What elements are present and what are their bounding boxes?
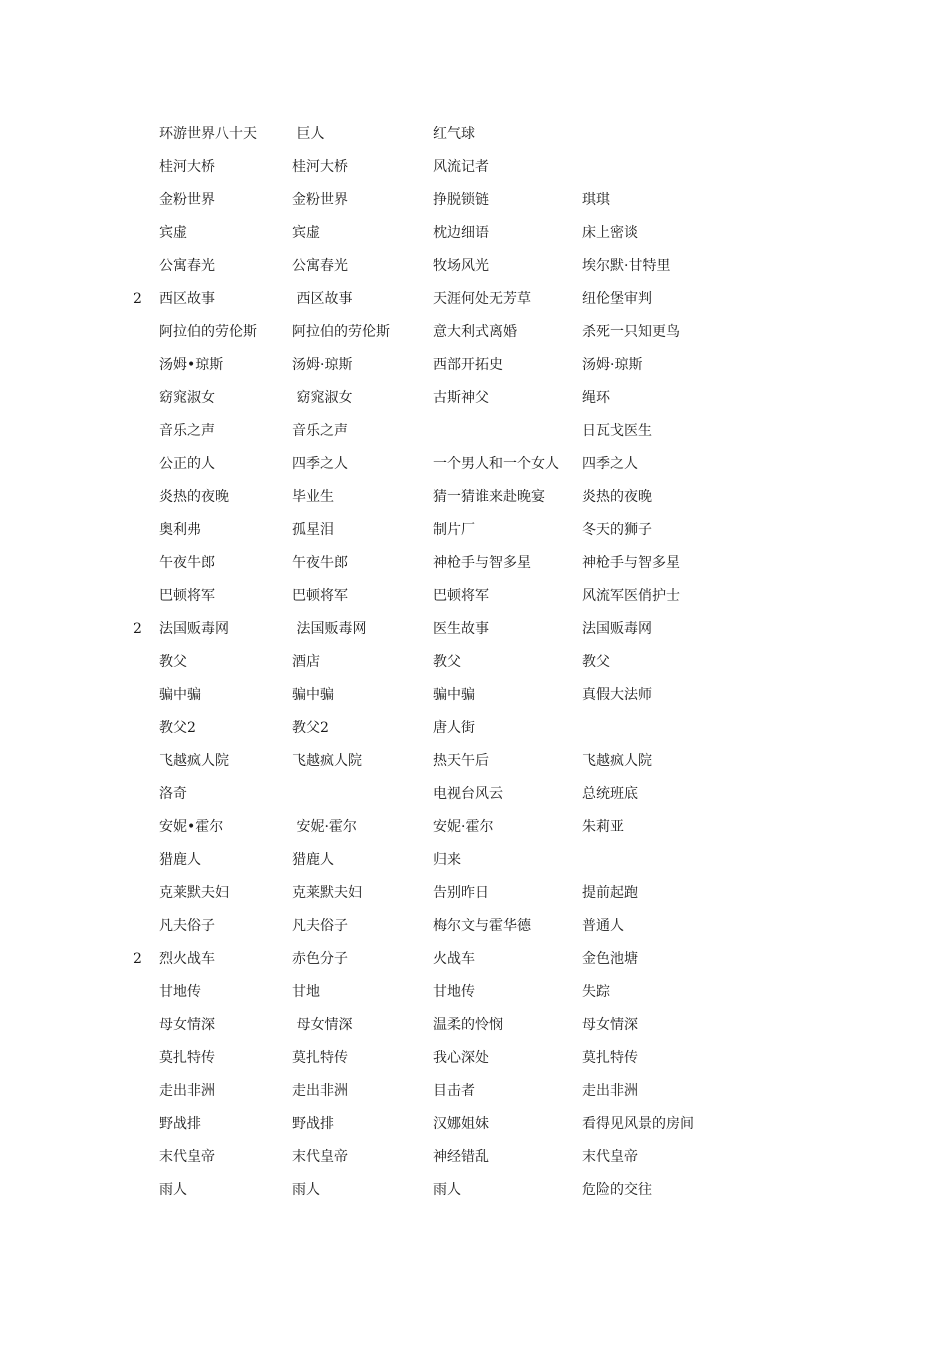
title-col-1: 公寓春光 [159, 258, 215, 274]
title-col-4: 金色池塘 [582, 951, 638, 967]
title-col-1: 莫扎特传 [159, 1050, 215, 1066]
table-row [0, 250, 950, 283]
title-col-2: 凡夫俗子 [292, 918, 348, 934]
title-col-4: 四季之人 [582, 456, 638, 472]
title-col-4: 看得见风景的房间 [582, 1116, 694, 1132]
title-col-2: 野战排 [292, 1116, 334, 1132]
title-col-4: 法国贩毒网 [582, 621, 652, 637]
title-col-2: 汤姆·琼斯 [292, 357, 353, 373]
title-col-3: 热天午后 [433, 753, 489, 769]
title-col-2: 窈窕淑女 [292, 390, 353, 406]
table-row [0, 448, 950, 481]
title-col-3: 电视台风云 [433, 786, 503, 802]
title-col-2: 骗中骗 [292, 687, 334, 703]
title-col-2: 毕业生 [292, 489, 334, 505]
title-col-4: 琪琪 [582, 192, 610, 208]
title-col-4: 普通人 [582, 918, 624, 934]
title-col-2: 走出非洲 [292, 1083, 348, 1099]
title-col-1: 雨人 [159, 1182, 187, 1198]
title-col-2: 音乐之声 [292, 423, 348, 439]
title-col-2: 午夜牛郎 [292, 555, 348, 571]
title-col-1: 法国贩毒网 [159, 621, 229, 637]
title-col-4: 纽伦堡审判 [582, 291, 652, 307]
title-col-3: 安妮·霍尔 [433, 819, 494, 835]
title-col-4: 朱莉亚 [582, 819, 624, 835]
title-col-4: 真假大法师 [582, 687, 652, 703]
title-col-2: 四季之人 [292, 456, 348, 472]
title-col-3: 目击者 [433, 1083, 475, 1099]
title-col-1: 烈火战车 [159, 951, 215, 967]
title-col-4: 绳环 [582, 390, 610, 406]
title-col-2: 阿拉伯的劳伦斯 [292, 324, 390, 340]
title-col-2: 飞越疯人院 [292, 753, 362, 769]
title-col-1: 宾虚 [159, 225, 187, 241]
title-col-1: 音乐之声 [159, 423, 215, 439]
title-col-4: 教父 [582, 654, 610, 670]
title-col-3: 红气球 [433, 126, 475, 142]
title-col-1: 安妮•霍尔 [159, 819, 224, 835]
table-row [0, 877, 950, 910]
table-row [0, 481, 950, 514]
title-col-3: 神枪手与智多星 [433, 555, 531, 571]
title-col-1: 克莱默夫妇 [159, 885, 229, 901]
table-row [0, 910, 950, 943]
title-col-1: 猎鹿人 [159, 852, 201, 868]
title-col-4: 炎热的夜晚 [582, 489, 652, 505]
title-col-3: 牧场风光 [433, 258, 489, 274]
title-col-3: 医生故事 [433, 621, 489, 637]
table-row [0, 1075, 950, 1108]
title-col-3: 我心深处 [433, 1050, 489, 1066]
title-col-3: 骗中骗 [433, 687, 475, 703]
title-col-1: 西区故事 [159, 291, 215, 307]
title-col-1: 环游世界八十天 [159, 126, 257, 142]
title-col-1: 骗中骗 [159, 687, 201, 703]
title-col-1: 汤姆•琼斯 [159, 357, 224, 373]
title-col-1: 走出非洲 [159, 1083, 215, 1099]
title-col-3: 唐人街 [433, 720, 475, 736]
title-col-3: 雨人 [433, 1182, 461, 1198]
table-row [0, 1174, 950, 1207]
title-col-1: 窈窕淑女 [159, 390, 215, 406]
title-col-1: 阿拉伯的劳伦斯 [159, 324, 257, 340]
title-col-2: 金粉世界 [292, 192, 348, 208]
table-row [0, 547, 950, 580]
title-col-2: 莫扎特传 [292, 1050, 348, 1066]
table-row [0, 349, 950, 382]
title-col-2: 公寓春光 [292, 258, 348, 274]
title-col-1: 教父 [159, 654, 187, 670]
title-col-3: 甘地传 [433, 984, 475, 1000]
title-col-3: 天涯何处无芳草 [433, 291, 531, 307]
table-row [0, 1042, 950, 1075]
title-col-4: 汤姆·琼斯 [582, 357, 643, 373]
title-col-1: 教父2 [159, 720, 196, 736]
title-col-4: 床上密谈 [582, 225, 638, 241]
table-row [0, 943, 950, 976]
table-row [0, 184, 950, 217]
title-col-4: 埃尔默·甘特里 [582, 258, 671, 274]
title-col-4: 总统班底 [582, 786, 638, 802]
table-row [0, 316, 950, 349]
table-row [0, 1108, 950, 1141]
title-col-2: 甘地 [292, 984, 320, 1000]
title-col-3: 枕边细语 [433, 225, 489, 241]
table-row [0, 613, 950, 646]
title-col-1: 甘地传 [159, 984, 201, 1000]
title-col-1: 洛奇 [159, 786, 187, 802]
title-col-2: 桂河大桥 [292, 159, 348, 175]
title-col-3: 温柔的怜悯 [433, 1017, 503, 1033]
title-col-3: 梅尔文与霍华德 [433, 918, 531, 934]
table-row [0, 283, 950, 316]
table-row [0, 646, 950, 679]
title-col-4: 杀死一只知更鸟 [582, 324, 680, 340]
row-marker: 2 [133, 291, 142, 307]
table-row [0, 1141, 950, 1174]
table-row [0, 514, 950, 547]
title-col-2: 母女情深 [292, 1017, 353, 1033]
title-col-3: 猜一猜谁来赴晚宴 [433, 489, 545, 505]
title-col-4: 提前起跑 [582, 885, 638, 901]
title-col-3: 巴顿将军 [433, 588, 489, 604]
title-col-3: 归来 [433, 852, 461, 868]
title-col-3: 意大利式离婚 [433, 324, 517, 340]
film-title-table [0, 118, 950, 1207]
title-col-2: 教父2 [292, 720, 329, 736]
title-col-4: 日瓦戈医生 [582, 423, 652, 439]
title-col-4: 末代皇帝 [582, 1149, 638, 1165]
title-col-2: 西区故事 [292, 291, 353, 307]
title-col-4: 走出非洲 [582, 1083, 638, 1099]
title-col-3: 教父 [433, 654, 461, 670]
title-col-2: 猎鹿人 [292, 852, 334, 868]
table-row [0, 415, 950, 448]
title-col-2: 酒店 [292, 654, 320, 670]
title-col-3: 神经错乱 [433, 1149, 489, 1165]
title-col-3: 告别昨日 [433, 885, 489, 901]
table-row [0, 976, 950, 1009]
title-col-1: 金粉世界 [159, 192, 215, 208]
title-col-1: 桂河大桥 [159, 159, 215, 175]
title-col-1: 母女情深 [159, 1017, 215, 1033]
title-col-1: 凡夫俗子 [159, 918, 215, 934]
title-col-1: 炎热的夜晚 [159, 489, 229, 505]
title-col-3: 古斯神父 [433, 390, 489, 406]
title-col-2: 巨人 [292, 126, 325, 142]
title-col-2: 末代皇帝 [292, 1149, 348, 1165]
title-col-3: 汉娜姐妹 [433, 1116, 489, 1132]
table-row [0, 217, 950, 250]
title-col-1: 巴顿将军 [159, 588, 215, 604]
title-col-1: 末代皇帝 [159, 1149, 215, 1165]
title-col-4: 风流军医俏护士 [582, 588, 680, 604]
title-col-3: 西部开拓史 [433, 357, 503, 373]
table-row [0, 1009, 950, 1042]
title-col-4: 危险的交往 [582, 1182, 652, 1198]
title-col-2: 宾虚 [292, 225, 320, 241]
title-col-3: 一个男人和一个女人 [433, 456, 559, 472]
title-col-2: 巴顿将军 [292, 588, 348, 604]
title-col-1: 午夜牛郎 [159, 555, 215, 571]
table-row [0, 712, 950, 745]
table-row [0, 778, 950, 811]
table-row [0, 151, 950, 184]
title-col-2: 赤色分子 [292, 951, 348, 967]
title-col-3: 挣脱锁链 [433, 192, 489, 208]
table-row [0, 811, 950, 844]
table-row [0, 844, 950, 877]
title-col-3: 制片厂 [433, 522, 475, 538]
title-col-1: 奥利弗 [159, 522, 201, 538]
title-col-4: 飞越疯人院 [582, 753, 652, 769]
title-col-3: 火战车 [433, 951, 475, 967]
title-col-2: 安妮·霍尔 [292, 819, 357, 835]
title-col-4: 冬天的狮子 [582, 522, 652, 538]
table-row [0, 679, 950, 712]
title-col-3: 风流记者 [433, 159, 489, 175]
title-col-2: 孤星泪 [292, 522, 334, 538]
title-col-1: 飞越疯人院 [159, 753, 229, 769]
row-marker: 2 [133, 621, 142, 637]
title-col-1: 公正的人 [159, 456, 215, 472]
title-col-2: 克莱默夫妇 [292, 885, 362, 901]
title-col-1: 野战排 [159, 1116, 201, 1132]
title-col-2: 法国贩毒网 [292, 621, 367, 637]
title-col-4: 母女情深 [582, 1017, 638, 1033]
table-row [0, 118, 950, 151]
title-col-4: 莫扎特传 [582, 1050, 638, 1066]
row-marker: 2 [133, 951, 142, 967]
title-col-4: 神枪手与智多星 [582, 555, 680, 571]
title-col-4: 失踪 [582, 984, 610, 1000]
title-col-2: 雨人 [292, 1182, 320, 1198]
table-row [0, 382, 950, 415]
table-row [0, 745, 950, 778]
table-row [0, 580, 950, 613]
